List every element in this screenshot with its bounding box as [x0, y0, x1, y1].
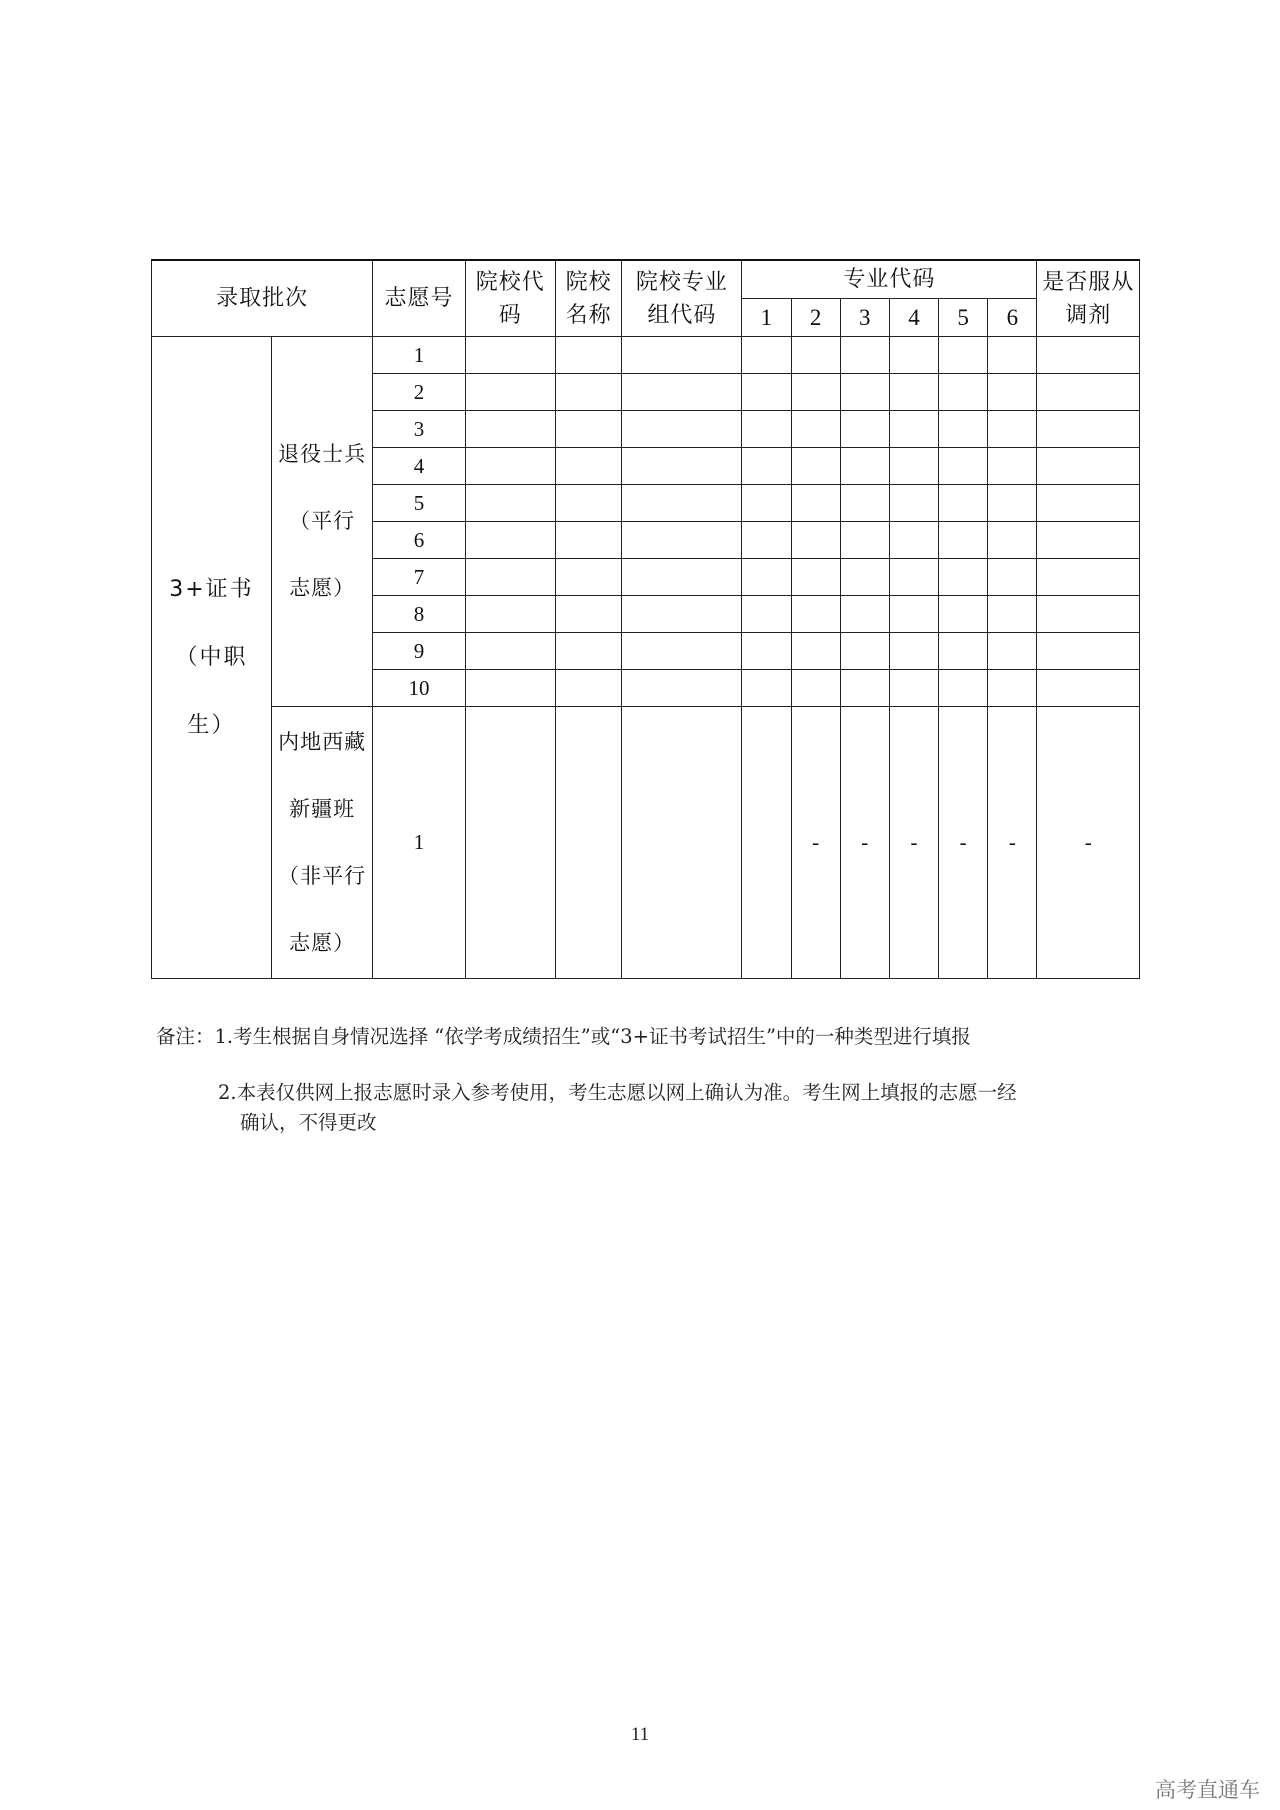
adjust-cell[interactable]: [1037, 596, 1140, 633]
group-code-cell[interactable]: [622, 633, 742, 670]
major-code-cell[interactable]: [742, 337, 791, 374]
school-code-cell[interactable]: [465, 559, 555, 596]
major-code-cell[interactable]: [742, 374, 791, 411]
group-code-cell[interactable]: [622, 411, 742, 448]
school-code-cell[interactable]: [465, 411, 555, 448]
major-code-cell[interactable]: [939, 485, 988, 522]
major-code-cell[interactable]: [791, 448, 840, 485]
major-code-cell[interactable]: [988, 596, 1037, 633]
major-code-cell[interactable]: [939, 633, 988, 670]
major-code-cell[interactable]: [791, 485, 840, 522]
note-1: 备注：1.考生根据自身情况选择 “依学考成绩招生”或“3+证书考试招生”中的一种类型进行填报: [156, 1025, 971, 1048]
choice-number: 4: [373, 448, 465, 485]
major-code-cell[interactable]: [939, 522, 988, 559]
group-code-cell[interactable]: [622, 596, 742, 633]
watermark: 高考直通车: [1155, 1778, 1260, 1802]
school-name-cell[interactable]: [555, 596, 622, 633]
choice-number: 9: [373, 633, 465, 670]
header-choice-number: 志愿号: [373, 260, 465, 337]
major-code-cell[interactable]: [742, 559, 791, 596]
choice-number: 3: [373, 411, 465, 448]
major-code-cell[interactable]: [889, 522, 938, 559]
school-name-cell[interactable]: [555, 337, 622, 374]
group-code-cell[interactable]: [622, 485, 742, 522]
school-name-cell[interactable]: [555, 707, 622, 979]
header-major-2: 2: [791, 299, 840, 337]
header-accept-adjustment: 是否服从 调剂: [1037, 260, 1140, 337]
header-school-code: 院校代 码: [465, 260, 555, 337]
major-code-cell[interactable]: [791, 522, 840, 559]
dash-mark: -: [840, 707, 889, 979]
batch-label: 3+证书 （中职 生）: [152, 337, 272, 979]
school-name-cell[interactable]: [555, 633, 622, 670]
adjust-cell[interactable]: [1037, 522, 1140, 559]
major-code-cell[interactable]: [840, 559, 889, 596]
major-code-cell[interactable]: [988, 670, 1037, 707]
school-code-cell[interactable]: [465, 596, 555, 633]
major-code-cell[interactable]: [889, 411, 938, 448]
group-code-cell[interactable]: [622, 374, 742, 411]
major-code-cell[interactable]: [742, 633, 791, 670]
adjust-cell[interactable]: [1037, 670, 1140, 707]
major-code-cell[interactable]: [939, 670, 988, 707]
school-name-cell[interactable]: [555, 448, 622, 485]
group-code-cell[interactable]: [622, 670, 742, 707]
major-code-cell[interactable]: [742, 670, 791, 707]
header-major-code: 专业代码: [742, 260, 1037, 299]
adjust-cell[interactable]: [1037, 485, 1140, 522]
choice-number: 10: [373, 670, 465, 707]
major-code-cell[interactable]: [742, 411, 791, 448]
major-code-cell[interactable]: [889, 596, 938, 633]
school-code-cell[interactable]: [465, 522, 555, 559]
major-code-cell[interactable]: [840, 374, 889, 411]
major-code-cell[interactable]: [840, 337, 889, 374]
major-code-cell[interactable]: [889, 670, 938, 707]
school-code-cell[interactable]: [465, 670, 555, 707]
major-code-cell[interactable]: [889, 633, 938, 670]
major-code-cell[interactable]: [840, 522, 889, 559]
major-code-cell[interactable]: [988, 337, 1037, 374]
school-name-cell[interactable]: [555, 522, 622, 559]
school-name-cell[interactable]: [555, 411, 622, 448]
school-name-cell[interactable]: [555, 374, 622, 411]
school-code-cell[interactable]: [465, 707, 555, 979]
major-code-cell[interactable]: [791, 411, 840, 448]
sub-batch-tibet-xinjiang: 内地西藏 新疆班 （非平行 志愿）: [271, 707, 372, 979]
dash-mark: -: [1037, 707, 1140, 979]
header-major-group-code: 院校专业 组代码: [622, 260, 742, 337]
major-code-cell[interactable]: [840, 670, 889, 707]
major-code-cell[interactable]: [988, 374, 1037, 411]
major-code-cell[interactable]: [988, 448, 1037, 485]
school-code-cell[interactable]: [465, 633, 555, 670]
adjust-cell[interactable]: [1037, 411, 1140, 448]
major-code-cell[interactable]: [939, 559, 988, 596]
page-number: 11: [630, 1724, 650, 1745]
header-major-5: 5: [939, 299, 988, 337]
school-code-cell[interactable]: [465, 374, 555, 411]
major-code-cell[interactable]: [742, 707, 791, 979]
choice-number: 1: [373, 337, 465, 374]
major-code-cell[interactable]: [742, 596, 791, 633]
school-code-cell[interactable]: [465, 337, 555, 374]
major-code-cell[interactable]: [889, 448, 938, 485]
adjust-cell[interactable]: [1037, 559, 1140, 596]
major-code-cell[interactable]: [791, 596, 840, 633]
group-code-cell[interactable]: [622, 522, 742, 559]
header-major-1: 1: [742, 299, 791, 337]
dash-mark: -: [791, 707, 840, 979]
major-code-cell[interactable]: [889, 485, 938, 522]
major-code-cell[interactable]: [840, 596, 889, 633]
school-code-cell[interactable]: [465, 485, 555, 522]
header-school-name: 院校 名称: [555, 260, 622, 337]
major-code-cell[interactable]: [791, 633, 840, 670]
major-code-cell[interactable]: [988, 559, 1037, 596]
major-code-cell[interactable]: [840, 448, 889, 485]
major-code-cell[interactable]: [840, 485, 889, 522]
group-code-cell[interactable]: [622, 559, 742, 596]
major-code-cell[interactable]: [939, 337, 988, 374]
major-code-cell[interactable]: [889, 559, 938, 596]
header-batch: 录取批次: [152, 260, 373, 337]
major-code-cell[interactable]: [791, 337, 840, 374]
major-code-cell[interactable]: [939, 411, 988, 448]
major-code-cell[interactable]: [889, 337, 938, 374]
major-code-cell[interactable]: [791, 559, 840, 596]
choice-number: 6: [373, 522, 465, 559]
major-code-cell[interactable]: [840, 411, 889, 448]
choice-number: 2: [373, 374, 465, 411]
major-code-cell[interactable]: [988, 485, 1037, 522]
dash-mark: -: [988, 707, 1037, 979]
major-code-cell[interactable]: [840, 633, 889, 670]
adjust-cell[interactable]: [1037, 448, 1140, 485]
school-name-cell[interactable]: [555, 559, 622, 596]
dash-mark: -: [889, 707, 938, 979]
adjust-cell[interactable]: [1037, 374, 1140, 411]
major-code-cell[interactable]: [742, 448, 791, 485]
dash-mark: -: [939, 707, 988, 979]
application-form-table: [151, 259, 1140, 979]
school-code-cell[interactable]: [465, 448, 555, 485]
choice-number: 5: [373, 485, 465, 522]
school-name-cell[interactable]: [555, 485, 622, 522]
group-code-cell[interactable]: [622, 448, 742, 485]
major-code-cell[interactable]: [742, 485, 791, 522]
notes: [156, 1022, 1146, 1138]
major-code-cell[interactable]: [988, 411, 1037, 448]
choice-number: 1: [373, 707, 465, 979]
choice-number: 8: [373, 596, 465, 633]
major-code-cell[interactable]: [939, 448, 988, 485]
major-code-cell[interactable]: [791, 374, 840, 411]
group-code-cell[interactable]: [622, 337, 742, 374]
header-major-3: 3: [840, 299, 889, 337]
note-2: 2.本表仅供网上报志愿时录入参考使用，考生志愿以网上确认为准。考生网上填报的志愿一经: [218, 1081, 1017, 1104]
sub-batch-veterans: 退役士兵 （平行 志愿）: [271, 337, 372, 707]
group-code-cell[interactable]: [622, 707, 742, 979]
adjust-cell[interactable]: [1037, 337, 1140, 374]
adjust-cell[interactable]: [1037, 633, 1140, 670]
note-2-continued: 确认，不得更改: [240, 1111, 377, 1134]
header-major-6: 6: [988, 299, 1037, 337]
major-code-cell[interactable]: [988, 522, 1037, 559]
header-major-4: 4: [889, 299, 938, 337]
major-code-cell[interactable]: [889, 374, 938, 411]
choice-number: 7: [373, 559, 465, 596]
major-code-cell[interactable]: [742, 522, 791, 559]
major-code-cell[interactable]: [988, 633, 1037, 670]
school-name-cell[interactable]: [555, 670, 622, 707]
major-code-cell[interactable]: [939, 374, 988, 411]
major-code-cell[interactable]: [939, 596, 988, 633]
major-code-cell[interactable]: [791, 670, 840, 707]
